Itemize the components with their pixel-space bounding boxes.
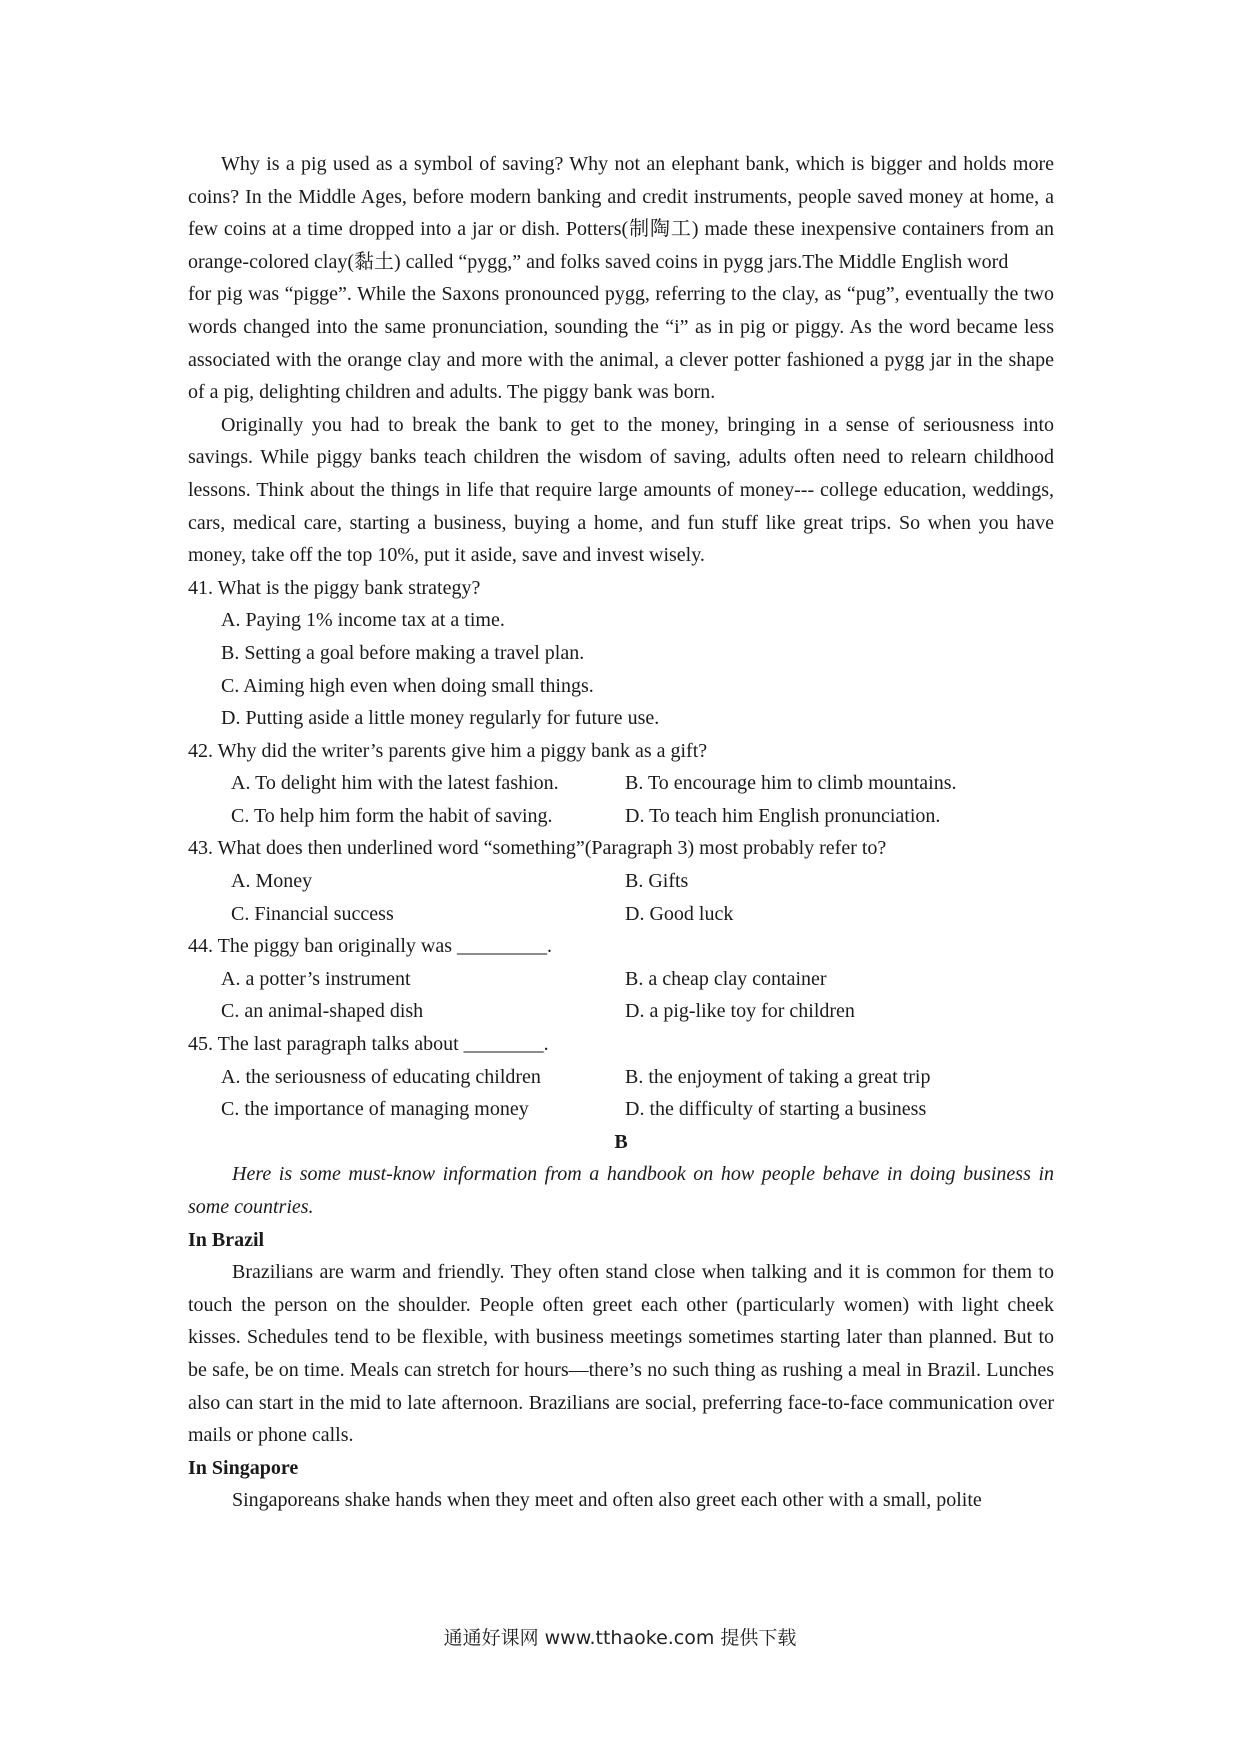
question-42-option-a: A. To delight him with the latest fashion. bbox=[231, 772, 559, 795]
question-41-option-c: C. Aiming high even when doing small things. bbox=[221, 674, 594, 697]
question-42-row-2 bbox=[188, 800, 1054, 833]
question-45-option-d: D. the difficulty of starting a business bbox=[625, 1098, 927, 1121]
question-41-option-a: A. Paying 1% income tax at a time. bbox=[221, 609, 505, 632]
question-45-option-b: B. the enjoyment of taking a great trip bbox=[625, 1065, 931, 1088]
brazil-paragraph: Brazilians are warm and friendly. They often stand close when talking and it is common for them to touch the person on the shoulder. People often greet each other (particularly women) with light cheek kisses. Schedules tend to be flexible, with business meetings sometimes starting later than planned. But to be safe, be on time. Meals can stretch for hours—there’s no such thing as rushing a meal in Brazil. Lunches also can start in the mid to late afternoon. Brazilians are social, preferring face-to-face communication over mails or phone calls. bbox=[188, 1261, 1054, 1447]
question-42-option-c: C. To help him form the habit of saving. bbox=[231, 804, 553, 827]
question-43-option-b: B. Gifts bbox=[625, 870, 689, 893]
question-41-option-b: B. Setting a goal before making a travel plan. bbox=[221, 641, 585, 664]
singapore-paragraph: Singaporeans shake hands when they meet and often also greet each other with a small, polite bbox=[232, 1489, 982, 1512]
question-44-option-c: C. an animal-shaped dish bbox=[221, 1000, 424, 1023]
question-41-option-d: D. Putting aside a little money regularly for future use. bbox=[221, 707, 660, 730]
question-43-option-a: A. Money bbox=[231, 870, 313, 893]
question-44-option-b: B. a cheap clay container bbox=[625, 967, 827, 990]
question-42-option-d: D. To teach him English pronunciation. bbox=[625, 804, 941, 827]
question-43-stem: 43. What does then underlined word “something”(Paragraph 3) most probably refer to? bbox=[188, 837, 887, 860]
brazil-heading: In Brazil bbox=[188, 1228, 265, 1251]
question-42-row-1 bbox=[188, 767, 1054, 800]
singapore-heading: In Singapore bbox=[188, 1456, 299, 1479]
question-41-stem: 41. What is the piggy bank strategy? bbox=[188, 576, 481, 599]
question-42-stem: 42. Why did the writer’s parents give him a piggy bank as a gift? bbox=[188, 739, 708, 762]
question-45-option-c: C. the importance of managing money bbox=[221, 1098, 529, 1121]
question-44-row-1 bbox=[188, 963, 1054, 996]
page-footer: 通通好课网 www.tthaoke.com 提供下载 bbox=[443, 1627, 797, 1649]
section-b-letter: B bbox=[614, 1130, 628, 1153]
question-45-stem: 45. The last paragraph talks about ________. bbox=[188, 1033, 549, 1056]
question-43-row-2 bbox=[188, 898, 1054, 931]
question-44-row-2 bbox=[188, 995, 1054, 1028]
question-45-row-2 bbox=[188, 1093, 1054, 1126]
question-43-row-1 bbox=[188, 865, 1054, 898]
passage-paragraph-3: Originally you had to break the bank to get to the money, bringing in a sense of seriousness into savings. While piggy banks teach children the wisdom of saving, adults often need to relearn childhood lessons. Think about the things in life that require large amounts of money--- college education, weddings, cars, medical care, starting a business, buying a home, and fun stuff like great trips. So when you have money, take off the top 10%, put it aside, save and invest wisely. bbox=[188, 413, 1054, 567]
question-44-option-d: D. a pig-like toy for children bbox=[625, 1000, 855, 1023]
passage-paragraph-1-continued: for pig was “pigge”. While the Saxons pronounced pygg, referring to the clay, as “pug”, eventually the two words changed into the same pronunciation, sounding the “i” as in pig or piggy. As the word became less associated with the orange clay and more with the animal, a clever potter fashioned a pygg jar in the shape of a pig, delighting children and adults. The piggy bank was born. bbox=[188, 283, 1054, 404]
question-43-option-d: D. Good luck bbox=[625, 902, 734, 925]
question-45-option-a: A. the seriousness of educating children bbox=[221, 1065, 541, 1088]
question-45-row-1 bbox=[188, 1061, 1054, 1094]
section-b-intro: Here is some must-know information from a handbook on how people behave in doing business in some countries. bbox=[188, 1163, 1054, 1218]
question-43-option-c: C. Financial success bbox=[231, 902, 394, 925]
question-42-option-b: B. To encourage him to climb mountains. bbox=[625, 772, 957, 795]
page-content bbox=[188, 148, 1054, 1517]
passage-paragraph-1: Why is a pig used as a symbol of saving? Why not an elephant bank, which is bigger and holds more coins? In the Middle Ages, before modern banking and credit instruments, people saved money at home, a few coins at a time dropped into a jar or dish. Potters(制陶工) made these inexpensive containers from an orange-colored clay(黏土) called “pygg,” and folks saved coins in pygg jars.The Middle English word bbox=[188, 153, 1054, 273]
question-44-stem: 44. The piggy ban originally was _________. bbox=[188, 935, 553, 958]
question-44-option-a: A. a potter’s instrument bbox=[221, 967, 411, 990]
